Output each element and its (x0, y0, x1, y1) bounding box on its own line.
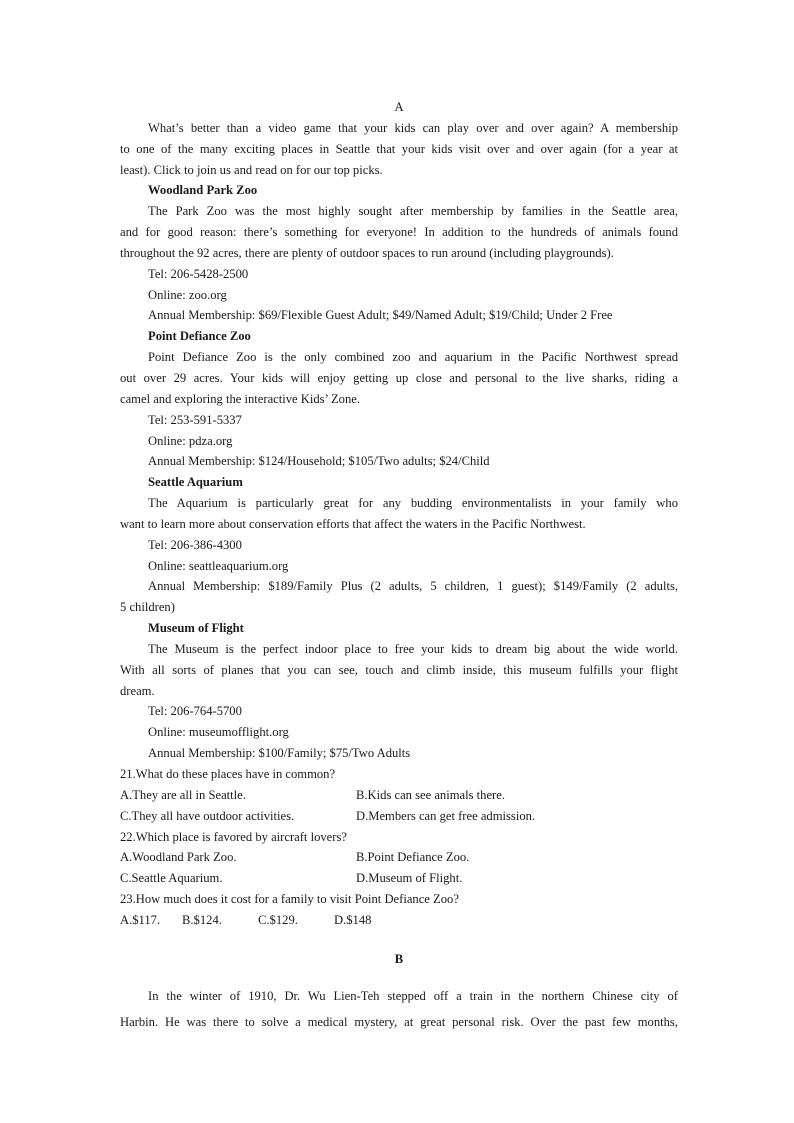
place-tel: Tel: 253-591-5337 (148, 412, 242, 427)
text-line: What’s better than a video game that your kids can play over and over again? A membership (148, 120, 678, 135)
place-title: Museum of Flight (148, 621, 244, 636)
place-woodland-park-zoo (120, 180, 678, 326)
text-line: The Park Zoo was the most highly sought after membership by families in the Seattle area, (148, 204, 678, 219)
text-line: and for good reason: there’s something for everyone! In addition to the hundreds of animals found (120, 225, 678, 240)
text-line: Point Defiance Zoo is the only combined zoo and aquarium in the Pacific Northwest spread (148, 350, 678, 365)
option-d: D.$148 (334, 912, 372, 927)
text-line: to one of the many exciting places in Seattle that your kids visit over and over again (for a year at (120, 141, 678, 156)
section-b-heading: B (394, 951, 404, 966)
place-membership: Annual Membership: $69/Flexible Guest Adult; $49/Named Adult; $19/Child; Under 2 Free (148, 308, 613, 323)
place-title: Point Defiance Zoo (148, 329, 251, 344)
question-text: 22.Which place is favored by aircraft lovers? (120, 829, 347, 844)
place-title: Woodland Park Zoo (148, 183, 258, 198)
option-row (120, 847, 678, 868)
option-row (120, 806, 678, 827)
intro-paragraph (120, 118, 678, 181)
option-c: C.Seattle Aquarium. (120, 871, 223, 886)
text-line: dream. (120, 683, 155, 698)
place-online: Online: pdza.org (148, 433, 233, 448)
question-23 (120, 889, 678, 931)
place-tel: Tel: 206-764-5700 (148, 704, 242, 719)
text-line: out over 29 acres. Your kids will enjoy getting up close and personal to the live sharks, riding a (120, 370, 678, 385)
option-d: D.Museum of Flight. (356, 871, 463, 886)
text-line: Harbin. He was there to solve a medical mystery, at great personal risk. Over the past few months, (120, 1014, 678, 1029)
page-content (120, 97, 678, 1035)
option-a: A.Woodland Park Zoo. (120, 850, 237, 865)
question-22 (120, 827, 678, 890)
place-tel: Tel: 206-386-4300 (148, 537, 242, 552)
option-row (120, 868, 678, 889)
place-online: Online: zoo.org (148, 287, 227, 302)
option-a: A.They are all in Seattle. (120, 787, 246, 802)
option-row (120, 910, 678, 931)
option-c: C.$129. (258, 912, 298, 927)
text-line: throughout the 92 acres, there are plenty of outdoor spaces to run around (including playgrounds). (120, 245, 614, 260)
text-line: In the winter of 1910, Dr. Wu Lien-Teh stepped off a train in the northern Chinese city of (148, 988, 678, 1003)
text-line: camel and exploring the interactive Kids’ Zone. (120, 391, 361, 406)
question-text: 23.How much does it cost for a family to visit Point Defiance Zoo? (120, 892, 459, 907)
option-b: B.$124. (182, 912, 222, 927)
option-d: D.Members can get free admission. (356, 808, 536, 823)
text-line: With all sorts of planes that you can see, touch and climb inside, this museum fulfills your flight (120, 662, 678, 677)
place-online: Online: museumofflight.org (148, 725, 289, 740)
place-point-defiance-zoo (120, 326, 678, 472)
option-c: C.They all have outdoor activities. (120, 808, 295, 823)
text-line: The Museum is the perfect indoor place to free your kids to dream big about the wide world. (148, 641, 678, 656)
section-a-heading: A (394, 100, 404, 114)
place-online: Online: seattleaquarium.org (148, 558, 289, 573)
option-row (120, 785, 678, 806)
option-a: A.$117. (120, 912, 161, 927)
text-line: want to learn more about conservation efforts that affect the waters in the Pacific Northwest. (120, 516, 586, 531)
place-membership-cont: 5 children) (120, 600, 175, 615)
place-seattle-aquarium (120, 472, 678, 618)
place-membership: Annual Membership: $100/Family; $75/Two Adults (148, 746, 411, 761)
place-membership: Annual Membership: $124/Household; $105/Two adults; $24/Child (148, 454, 490, 469)
place-tel: Tel: 206-5428-2500 (148, 266, 249, 281)
place-title: Seattle Aquarium (148, 475, 243, 490)
question-21 (120, 764, 678, 827)
place-membership: Annual Membership: $189/Family Plus (2 adults, 5 children, 1 guest); $149/Family (2 adults, (148, 579, 678, 594)
place-museum-of-flight (120, 618, 678, 764)
section-b-paragraph (120, 983, 678, 1035)
option-b: B.Point Defiance Zoo. (356, 850, 470, 865)
option-b: B.Kids can see animals there. (356, 787, 505, 802)
text-line: least). Click to join us and read on for our top picks. (120, 162, 383, 177)
text-line: The Aquarium is particularly great for any budding environmentalists in your family who (148, 496, 678, 511)
question-text: 21.What do these places have in common? (120, 767, 336, 781)
